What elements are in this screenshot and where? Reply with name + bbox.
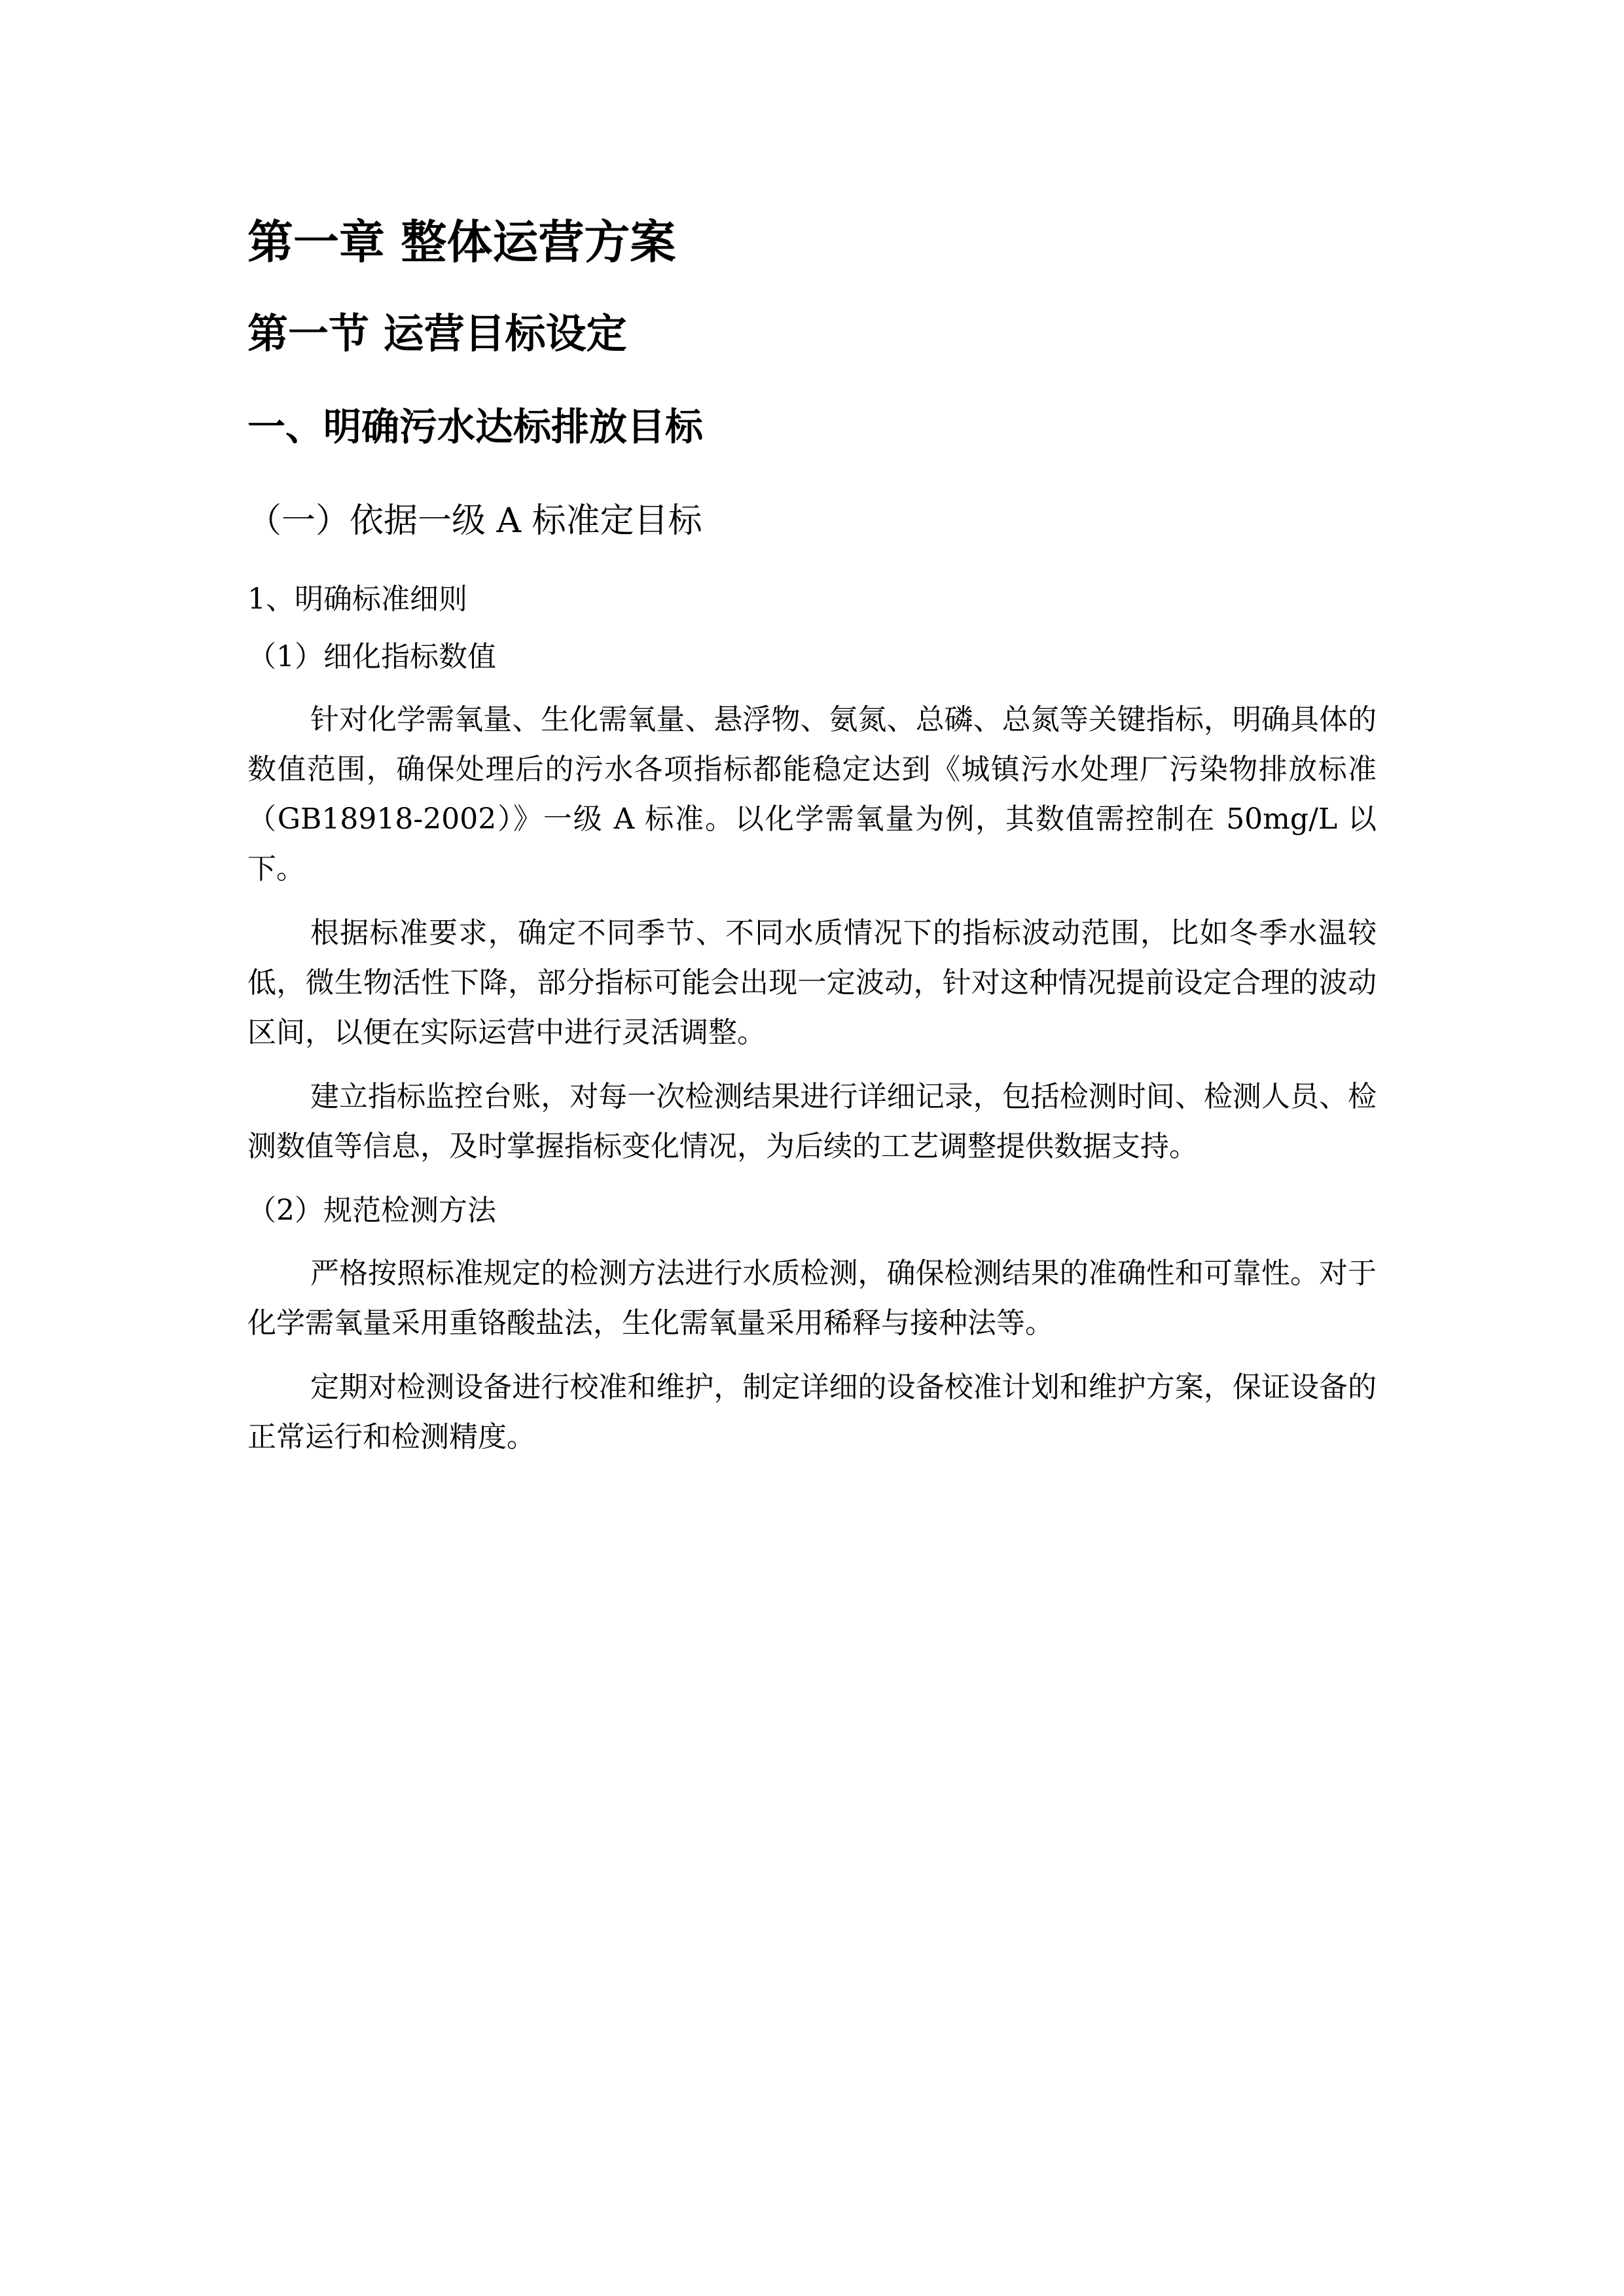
document-body [247,209,1377,1477]
sub-subsection-title: （一）依据一级 A 标准定目标 [247,501,702,541]
subsection-title: 一、明确污水达标排放目标 [247,404,704,449]
paragraph-indicator-values: 针对化学需氧量、生化需氧量、悬浮物、氨氮、总磷、总氮等关键指标，明确具体的数值范围，确保处理后的污水各项指标都能稳定达到《城镇污水处理厂污染物排放标准（GB18918-2002）》一级 A 标准。以化学需氧量为例，其数值需控制在 50mg/L 以下。 [247,703,1377,886]
section-title: 第一节 运营目标设定 [247,310,627,357]
subitem-1-title: （1）细化指标数值 [247,640,496,673]
item-title: 1、明确标准细则 [247,583,467,616]
paragraph-equipment-calibration: 定期对检测设备进行校准和维护，制定详细的设备校准计划和维护方案，保证设备的正常运行和检测精度。 [247,1371,1377,1454]
paragraph-seasonal-range: 根据标准要求，确定不同季节、不同水质情况下的指标波动范围，比如冬季水温较低，微生物活性下降，部分指标可能会出现一定波动，针对这种情况提前设定合理的波动区间，以便在实际运营中进行灵活调整。 [247,916,1377,1049]
chapter-title: 第一章 整体运营方案 [247,215,676,269]
paragraph-monitoring-ledger: 建立指标监控台账，对每一次检测结果进行详细记录，包括检测时间、检测人员、检测数值等信息，及时掌握指标变化情况，为后续的工艺调整提供数据支持。 [247,1080,1377,1163]
paragraph-test-methods: 严格按照标准规定的检测方法进行水质检测，确保检测结果的准确性和可靠性。对于化学需氧量采用重铬酸盐法，生化需氧量采用稀释与接种法等。 [247,1257,1377,1340]
subitem-2-title: （2）规范检测方法 [247,1194,496,1227]
